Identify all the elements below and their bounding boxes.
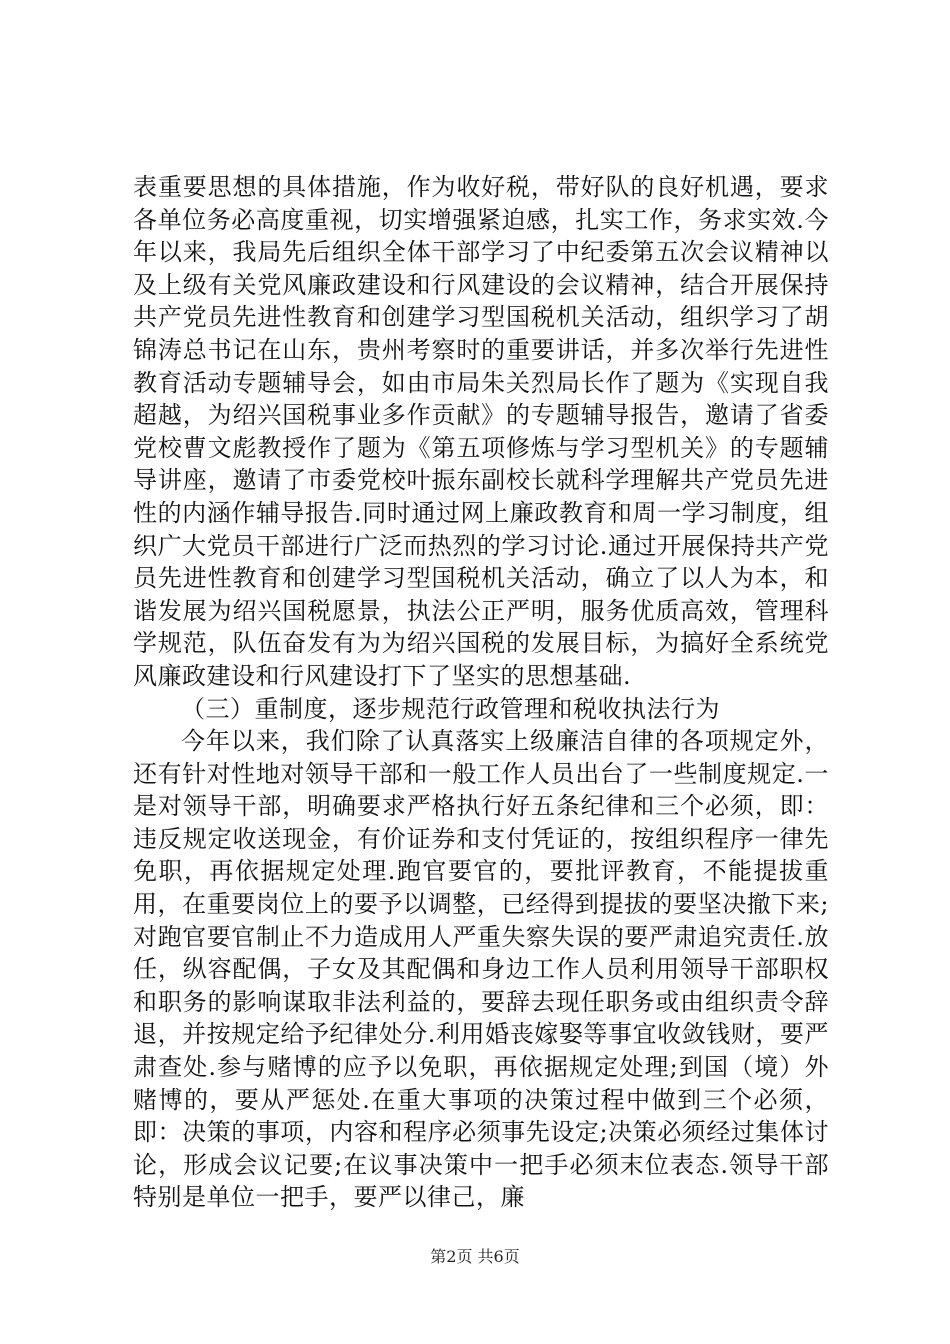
document-body [133, 171, 829, 1214]
page-footer: 第2页 共6页 [430, 1247, 520, 1266]
body-paragraph: 表重要思想的具体措施，作为收好税，带好队的良好机遇，要求各单位务必高度重视，切实增强紧迫感，扎实工作，务求实效.今年以来，我局先后组织全体干部学习了中纪委第五次会议精神以及上级有关党风廉政建设和行风建设的会议精神，结合开展保持共产党员先进性教育和创建学习型国税机关活动，组织学习了胡锦涛总书记在山东，贵州考察时的重要讲话，并多次举行先进性教育活动专题辅导会，如由市局朱关烈局长作了题为《实现自我超越，为绍兴国税事业多作贡献》的专题辅导报告，邀请了省委党校曹文彪教授作了题为《第五项修炼与学习型机关》的专题辅导讲座，邀请了市委党校叶振东副校长就科学理解共产党员先进性的内涵作辅导报告.同时通过网上廉政教育和周一学习制度，组织广大党员干部进行广泛而热烈的学习讨论.通过开展保持共产党员先进性教育和创建学习型国税机关活动，确立了以人为本，和谐发展为绍兴国税愿景，执法公正严明，服务优质高效，管理科学规范，队伍奋发有为为绍兴国税的发展目标，为搞好全系统党风廉政建设和行风建设打下了坚实的思想基础. [133, 173, 829, 690]
section-heading: （三）重制度，逐步规范行政管理和税收执法行为 [181, 694, 720, 723]
body-paragraph: 今年以来，我们除了认真落实上级廉洁自律的各项规定外，还有针对性地对领导干部和一般工作人员出台了一些制度规定.一是对领导干部，明确要求严格执行好五条纪律和三个必须，即：违反规定收送现金，有价证券和支付凭证的，按组织程序一律先免职，再依据规定处理.跑官要官的，要批评教育，不能提拔重用，在重要岗位上的要予以调整，已经得到提拔的要坚决撤下来;对跑官要官制止不力造成用人严重失察失误的要严肃追究责任.放任，纵容配偶，子女及其配偶和身边工作人员利用领导干部职权和职务的影响谋取非法利益的，要辞去现任职务或由组织责令辞退，并按规定给予纪律处分.利用婚丧嫁娶等事宜收敛钱财，要严肃查处.参与赌博的应予以免职，再依据规定处理;到国（境）外赌博的，要从严惩处.在重大事项的决策过程中做到三个必须，即：决策的事项，内容和程序必须事先设定;决策必须经过集体讨论，形成会议记要;在议事决策中一把手必须末位表态.领导干部特别是单位一把手，要严以律己，廉 [133, 727, 829, 1212]
